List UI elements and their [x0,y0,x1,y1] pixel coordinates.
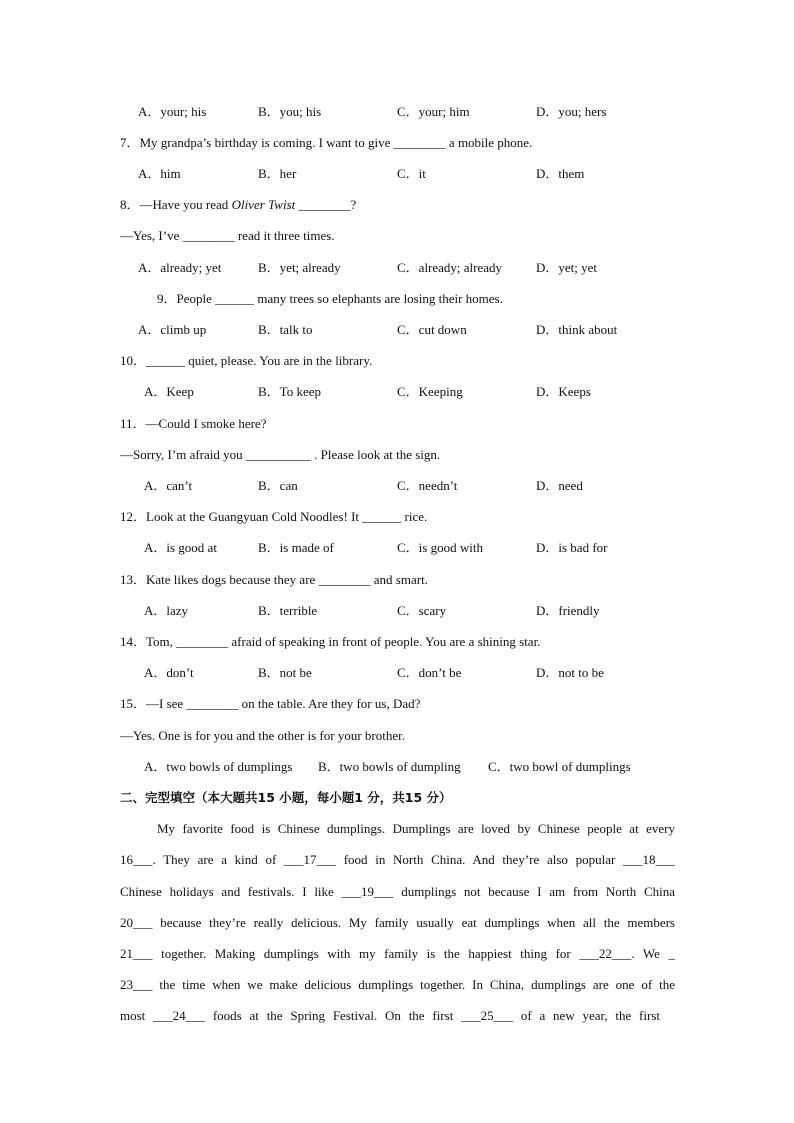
option-b: B．yet; already [258,260,341,275]
q12-stem: 12．Look at the Guangyuan Cold Noodles! It ______ rice. [120,509,428,524]
option-b: B．two bowls of dumpling [318,759,461,774]
q15-stem: 15．—I see ________ on the table. Are they for us, Dad? [120,696,421,711]
q9-stem: 9．People ______ many trees so elephants are losing their homes. [157,291,503,306]
q8-answer-line: —Yes, I’ve ________ read it three times. [120,228,335,243]
option-c: C．scary [397,603,447,618]
option-a: A．your; his [138,104,207,119]
option-d: D．them [536,166,585,181]
option-b: B．not be [258,665,312,680]
q15-answer-line: —Yes. One is for you and the other is for your brother. [120,728,405,743]
q6-options [0,104,794,120]
option-d: D．is bad for [536,540,608,555]
option-c: C．needn’t [397,478,458,493]
option-c: C．your; him [397,104,470,119]
cloze-line-2: 16___. They are a kind of ___17___ food in North China. And they’re also popular ___18___ [120,852,675,867]
q13-stem: 13．Kate likes dogs because they are ________ and smart. [120,572,428,587]
q8-stem-post: ________? [295,197,357,212]
cloze-line-6: 23___ the time when we make delicious dumplings together. In China, dumplings are one of the [120,977,675,992]
option-a: A．already; yet [138,260,222,275]
option-a: A．two bowls of dumplings [144,759,293,774]
q11-answer-line: —Sorry, I’m afraid you __________ . Please look at the sign. [120,447,441,462]
option-b: B．To keep [258,384,321,399]
option-c: C．cut down [397,322,467,337]
section-title: 二、完型填空（本大题共15 小题，每小题1 分，共15 分） [120,790,452,805]
option-b: B．terrible [258,603,318,618]
q7-options [0,166,794,182]
cloze-line-3: Chinese holidays and festivals. I like ___19___ dumplings not because I am from North China [120,884,675,899]
option-c: C．don’t be [397,665,462,680]
q11-stem: 11．—Could I smoke here? [120,416,267,431]
option-c: C．Keeping [397,384,463,399]
option-d: D．friendly [536,603,600,618]
cloze-line-5: 21___ together. Making dumplings with my family is the happiest thing for ___22___. We _ [120,946,675,961]
option-c: C．two bowl of dumplings [488,759,631,774]
q15-options [0,759,794,775]
option-b: B．is made of [258,540,334,555]
q14-options [0,665,794,681]
option-d: D．think about [536,322,618,337]
q14-stem: 14．Tom, ________ afraid of speaking in front of people. You are a shining star. [120,634,541,649]
option-a: A．can’t [144,478,193,493]
option-a: A．him [138,166,181,181]
option-a: A．don’t [144,665,194,680]
option-b: B．talk to [258,322,313,337]
q8-book-title: Oliver Twist [231,197,296,212]
q9-options [0,322,794,338]
option-c: C．it [397,166,426,181]
q8-stem [120,197,356,213]
cloze-line-1: My favorite food is Chinese dumplings. Dumplings are loved by Chinese people at every [157,821,675,836]
option-c: C．already; already [397,260,503,275]
option-d: D．yet; yet [536,260,598,275]
q12-options [0,540,794,556]
option-d: D．Keeps [536,384,591,399]
option-a: A．climb up [138,322,207,337]
q13-options [0,603,794,619]
option-c: C．is good with [397,540,483,555]
option-d: D．need [536,478,583,493]
q11-options [0,478,794,494]
q10-options [0,384,794,400]
option-b: B．her [258,166,297,181]
option-d: D．not to be [536,665,604,680]
cloze-line-7: most ___24___ foods at the Spring Festival. On the first ___25___ of a new year, the first [120,1008,660,1023]
cloze-line-4: 20___ because they’re really delicious. My family usually eat dumplings when all the members [120,915,675,930]
option-b: B．you; his [258,104,322,119]
option-a: A．is good at [144,540,217,555]
option-d: D．you; hers [536,104,607,119]
option-a: A．Keep [144,384,194,399]
option-a: A．lazy [144,603,189,618]
q10-stem: 10．______ quiet, please. You are in the library. [120,353,373,368]
q7-stem: 7．My grandpa’s birthday is coming. I want to give ________ a mobile phone. [120,135,533,150]
option-b: B．can [258,478,298,493]
q8-stem-pre: 8．—Have you read [120,197,232,212]
q8-options [0,260,794,276]
